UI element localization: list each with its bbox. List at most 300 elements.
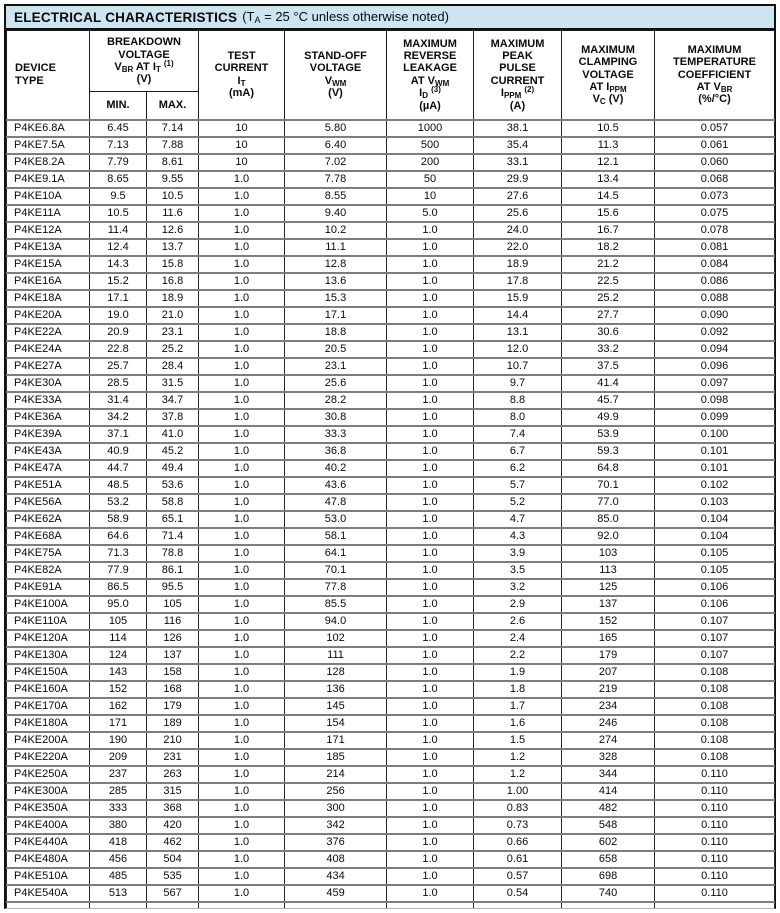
value-cell: 1.0 <box>387 885 474 902</box>
device-type-cell: P4KE56A <box>7 494 90 511</box>
value-cell: 3.2 <box>474 579 562 596</box>
value-cell: 9.40 <box>285 205 387 222</box>
value-cell: 0.097 <box>655 375 775 392</box>
value-cell: 45.2 <box>147 443 199 460</box>
col-header-device-type: DEVICE TYPE <box>7 31 90 120</box>
table-row <box>7 239 775 256</box>
device-type-cell: P4KE33A <box>7 392 90 409</box>
value-cell: 1.7 <box>474 698 562 715</box>
value-cell: 20.9 <box>90 324 147 341</box>
value-cell: 0.092 <box>655 324 775 341</box>
value-cell: 0.83 <box>474 800 562 817</box>
device-type-cell: P4KE24A <box>7 341 90 358</box>
device-type-cell: P4KE11A <box>7 205 90 222</box>
value-cell: 1.0 <box>199 409 285 426</box>
device-type-cell: P4KE36A <box>7 409 90 426</box>
table-row <box>7 477 775 494</box>
value-cell: 0.110 <box>655 800 775 817</box>
value-cell: 14.3 <box>90 256 147 273</box>
device-type-cell: P4KE400A <box>7 817 90 834</box>
device-type-cell: P4KE8.2A <box>7 154 90 171</box>
value-cell: 333 <box>90 800 147 817</box>
value-cell: 1.2 <box>474 749 562 766</box>
value-cell: 1.2 <box>474 766 562 783</box>
table-row <box>7 800 775 817</box>
device-type-cell: P4KE39A <box>7 426 90 443</box>
value-cell: 25.7 <box>90 358 147 375</box>
value-cell: 1.0 <box>387 324 474 341</box>
value-cell: 165 <box>562 630 655 647</box>
value-cell: 0.096 <box>655 358 775 375</box>
value-cell: 36.8 <box>285 443 387 460</box>
value-cell: 485 <box>90 868 147 885</box>
value-cell: 64.1 <box>285 545 387 562</box>
table-header <box>7 31 775 120</box>
device-type-cell: P4KE62A <box>7 511 90 528</box>
value-cell: 11.3 <box>562 137 655 154</box>
value-cell: 1.0 <box>199 307 285 324</box>
value-cell: 1.0 <box>387 749 474 766</box>
value-cell: 22.8 <box>90 341 147 358</box>
datasheet-table <box>4 4 776 909</box>
table-row <box>7 596 775 613</box>
device-type-cell: P4KE440A <box>7 834 90 851</box>
value-cell: 37.5 <box>562 358 655 375</box>
value-cell: 7.4 <box>474 426 562 443</box>
value-cell: 168 <box>147 681 199 698</box>
value-cell: 137 <box>147 647 199 664</box>
device-type-cell: P4KE100A <box>7 596 90 613</box>
value-cell: 53.9 <box>562 426 655 443</box>
value-cell: 86.1 <box>147 562 199 579</box>
value-cell: 207 <box>562 664 655 681</box>
value-cell: 85.0 <box>562 511 655 528</box>
value-cell: 92.0 <box>562 528 655 545</box>
value-cell: 344 <box>562 766 655 783</box>
table-row <box>7 171 775 188</box>
value-cell: 126 <box>147 630 199 647</box>
value-cell: 1.0 <box>199 375 285 392</box>
value-cell: 1.0 <box>199 443 285 460</box>
value-cell: 1.0 <box>387 307 474 324</box>
value-cell: 414 <box>562 783 655 800</box>
value-cell: 16.8 <box>147 273 199 290</box>
value-cell: 500 <box>387 137 474 154</box>
value-cell: 1.0 <box>199 256 285 273</box>
value-cell: 535 <box>147 868 199 885</box>
value-cell: 219 <box>562 681 655 698</box>
value-cell: 1.0 <box>199 460 285 477</box>
value-cell: 47.8 <box>285 494 387 511</box>
value-cell: 0.108 <box>655 715 775 732</box>
value-cell: 0.104 <box>655 528 775 545</box>
device-type-cell: P4KE51A <box>7 477 90 494</box>
value-cell: 1.0 <box>387 256 474 273</box>
device-type-cell: P4KE120A <box>7 630 90 647</box>
value-cell: 1.0 <box>199 290 285 307</box>
value-cell: 1.0 <box>387 834 474 851</box>
value-cell: 171 <box>90 715 147 732</box>
device-type-cell: P4KE15A <box>7 256 90 273</box>
value-cell: 16.7 <box>562 222 655 239</box>
value-cell: 7.79 <box>90 154 147 171</box>
value-cell: 13.4 <box>562 171 655 188</box>
device-type-cell: P4KE110A <box>7 613 90 630</box>
table-row <box>7 783 775 800</box>
value-cell: 50 <box>387 171 474 188</box>
value-cell: 10.2 <box>285 222 387 239</box>
value-cell: 5.7 <box>474 477 562 494</box>
value-cell: 17.1 <box>285 307 387 324</box>
value-cell: 2.9 <box>474 596 562 613</box>
value-cell: 12.6 <box>147 222 199 239</box>
value-cell: 1.5 <box>474 732 562 749</box>
device-type-cell: P4KE30A <box>7 375 90 392</box>
value-cell: 1.0 <box>387 800 474 817</box>
value-cell: 0.057 <box>655 120 775 137</box>
value-cell: 1.0 <box>387 426 474 443</box>
value-cell: 0.098 <box>655 392 775 409</box>
table-row <box>7 273 775 290</box>
value-cell: 1.0 <box>387 290 474 307</box>
value-cell: 171 <box>285 732 387 749</box>
value-cell: 0.73 <box>474 817 562 834</box>
value-cell: 1.0 <box>387 851 474 868</box>
table-row <box>7 681 775 698</box>
value-cell: 1.0 <box>199 817 285 834</box>
title-condition: ($T_A = 25$ °C unless otherwise noted) <box>242 9 449 25</box>
value-cell: 0.110 <box>655 766 775 783</box>
value-cell: 10 <box>199 154 285 171</box>
device-type-cell: P4KE43A <box>7 443 90 460</box>
value-cell: 1.0 <box>387 528 474 545</box>
value-cell: 35.4 <box>474 137 562 154</box>
table-row <box>7 443 775 460</box>
value-cell: 23.1 <box>285 358 387 375</box>
value-cell: 113 <box>562 562 655 579</box>
value-cell: 0.108 <box>655 732 775 749</box>
value-cell: 64.6 <box>90 528 147 545</box>
value-cell: 380 <box>90 817 147 834</box>
value-cell: 0.110 <box>655 817 775 834</box>
value-cell: 2.2 <box>474 647 562 664</box>
table-row <box>7 426 775 443</box>
value-cell: 0.107 <box>655 613 775 630</box>
value-cell: 179 <box>562 647 655 664</box>
value-cell: 274 <box>562 732 655 749</box>
value-cell: 602 <box>562 834 655 851</box>
value-cell: 420 <box>147 817 199 834</box>
value-cell: 95.0 <box>90 596 147 613</box>
value-cell: 0.101 <box>655 443 775 460</box>
value-cell: 1.0 <box>199 613 285 630</box>
value-cell: 1.0 <box>199 205 285 222</box>
table-row <box>7 868 775 885</box>
value-cell: 376 <box>285 834 387 851</box>
value-cell: 189 <box>147 715 199 732</box>
value-cell: 1.0 <box>387 562 474 579</box>
value-cell: 143 <box>90 664 147 681</box>
value-cell: 25.2 <box>562 290 655 307</box>
table-row <box>7 137 775 154</box>
value-cell: 22.5 <box>562 273 655 290</box>
value-cell: 58.8 <box>147 494 199 511</box>
value-cell: 1.0 <box>199 647 285 664</box>
table-row <box>7 205 775 222</box>
value-cell: 342 <box>285 817 387 834</box>
value-cell: 246 <box>562 715 655 732</box>
value-cell: 5.80 <box>285 120 387 137</box>
value-cell: 22.0 <box>474 239 562 256</box>
device-type-cell: P4KE68A <box>7 528 90 545</box>
value-cell: 567 <box>147 885 199 902</box>
value-cell: 4.3 <box>474 528 562 545</box>
value-cell: 18.9 <box>147 290 199 307</box>
value-cell: 3.5 <box>474 562 562 579</box>
value-cell: 0.108 <box>655 664 775 681</box>
value-cell: 12.1 <box>562 154 655 171</box>
value-cell: 1.0 <box>387 664 474 681</box>
device-type-cell: P4KE18A <box>7 290 90 307</box>
value-cell: 70.1 <box>285 562 387 579</box>
value-cell: 20.5 <box>285 341 387 358</box>
value-cell: 25.6 <box>474 205 562 222</box>
table-row <box>7 290 775 307</box>
value-cell: 12.4 <box>90 239 147 256</box>
value-cell: 64.8 <box>562 460 655 477</box>
value-cell: 179 <box>147 698 199 715</box>
device-type-cell: P4KE75A <box>7 545 90 562</box>
value-cell: 7.78 <box>285 171 387 188</box>
value-cell: 0.105 <box>655 545 775 562</box>
value-cell: 124 <box>90 647 147 664</box>
value-cell: 53.2 <box>90 494 147 511</box>
value-cell: 0.061 <box>655 137 775 154</box>
value-cell: 5.0 <box>387 205 474 222</box>
value-cell: 7.13 <box>90 137 147 154</box>
value-cell: 214 <box>285 766 387 783</box>
value-cell: 8.55 <box>285 188 387 205</box>
value-cell: 28.2 <box>285 392 387 409</box>
device-type-cell: P4KE250A <box>7 766 90 783</box>
value-cell: 1.0 <box>387 460 474 477</box>
value-cell: 1.00 <box>474 783 562 800</box>
value-cell: 15.9 <box>474 290 562 307</box>
value-cell: 28.5 <box>90 375 147 392</box>
value-cell: 53.0 <box>285 511 387 528</box>
value-cell: 1.0 <box>387 358 474 375</box>
value-cell: 0.107 <box>655 647 775 664</box>
value-cell: 1.0 <box>199 681 285 698</box>
value-cell: 95.5 <box>147 579 199 596</box>
value-cell: 0.105 <box>655 562 775 579</box>
value-cell: 38.1 <box>474 120 562 137</box>
value-cell: 300 <box>285 800 387 817</box>
value-cell: 31.5 <box>147 375 199 392</box>
value-cell: 1.0 <box>387 868 474 885</box>
value-cell: 13.1 <box>474 324 562 341</box>
value-cell: 1.0 <box>199 222 285 239</box>
value-cell: 0.078 <box>655 222 775 239</box>
value-cell: 85.5 <box>285 596 387 613</box>
value-cell: 105 <box>90 613 147 630</box>
value-cell: 231 <box>147 749 199 766</box>
device-type-cell: P4KE480A <box>7 851 90 868</box>
value-cell: 14.5 <box>562 188 655 205</box>
value-cell: 8.0 <box>474 409 562 426</box>
device-type-cell: P4KE180A <box>7 715 90 732</box>
value-cell: 408 <box>285 851 387 868</box>
value-cell: 368 <box>147 800 199 817</box>
table-bottom-stub <box>7 902 775 908</box>
device-type-cell: P4KE170A <box>7 698 90 715</box>
device-type-cell: P4KE12A <box>7 222 90 239</box>
value-cell: 1.0 <box>199 868 285 885</box>
value-cell: 8.65 <box>90 171 147 188</box>
value-cell: 1.0 <box>199 732 285 749</box>
value-cell: 65.1 <box>147 511 199 528</box>
value-cell: 9.5 <box>90 188 147 205</box>
value-cell: 13.7 <box>147 239 199 256</box>
value-cell: 53.6 <box>147 477 199 494</box>
value-cell: 1.0 <box>387 545 474 562</box>
value-cell: 6.45 <box>90 120 147 137</box>
table-row <box>7 766 775 783</box>
value-cell: 1.0 <box>387 732 474 749</box>
table-row <box>7 664 775 681</box>
device-type-cell: P4KE82A <box>7 562 90 579</box>
table-row <box>7 307 775 324</box>
value-cell: 136 <box>285 681 387 698</box>
value-cell: 1.0 <box>199 341 285 358</box>
value-cell: 1.0 <box>199 477 285 494</box>
value-cell: 1.0 <box>199 885 285 902</box>
col-header-temperature-coefficient: MAXIMUM TEMPERATURE COEFFICIENT AT $V_{BR}$ (%/°C) <box>655 31 775 120</box>
value-cell: 0.102 <box>655 477 775 494</box>
value-cell: 504 <box>147 851 199 868</box>
value-cell: 0.57 <box>474 868 562 885</box>
value-cell: 185 <box>285 749 387 766</box>
value-cell: 0.110 <box>655 834 775 851</box>
value-cell: 1.0 <box>199 783 285 800</box>
value-cell: 41.4 <box>562 375 655 392</box>
value-cell: 33.1 <box>474 154 562 171</box>
value-cell: 71.4 <box>147 528 199 545</box>
value-cell: 14.4 <box>474 307 562 324</box>
value-cell: 1.0 <box>387 630 474 647</box>
table-row <box>7 120 775 137</box>
value-cell: 37.8 <box>147 409 199 426</box>
value-cell: 31.4 <box>90 392 147 409</box>
value-cell: 30.6 <box>562 324 655 341</box>
device-type-cell: P4KE16A <box>7 273 90 290</box>
value-cell: 19.0 <box>90 307 147 324</box>
value-cell: 18.8 <box>285 324 387 341</box>
value-cell: 210 <box>147 732 199 749</box>
value-cell: 70.1 <box>562 477 655 494</box>
value-cell: 0.090 <box>655 307 775 324</box>
table-row <box>7 715 775 732</box>
value-cell: 0.086 <box>655 273 775 290</box>
value-cell: 0.108 <box>655 698 775 715</box>
value-cell: 10 <box>199 120 285 137</box>
value-cell: 27.7 <box>562 307 655 324</box>
value-cell: 1.0 <box>387 647 474 664</box>
device-type-cell: P4KE220A <box>7 749 90 766</box>
device-type-cell: P4KE540A <box>7 885 90 902</box>
value-cell: 10.5 <box>147 188 199 205</box>
header-row-main <box>7 31 775 92</box>
value-cell: 6.40 <box>285 137 387 154</box>
value-cell: 2.4 <box>474 630 562 647</box>
value-cell: 15.6 <box>562 205 655 222</box>
device-type-cell: P4KE20A <box>7 307 90 324</box>
table-row <box>7 358 775 375</box>
value-cell: 0.110 <box>655 851 775 868</box>
col-header-min: MIN. <box>90 92 147 120</box>
value-cell: 29.9 <box>474 171 562 188</box>
value-cell: 0.073 <box>655 188 775 205</box>
table-row <box>7 732 775 749</box>
value-cell: 1.0 <box>387 494 474 511</box>
value-cell: 237 <box>90 766 147 783</box>
device-type-cell: P4KE350A <box>7 800 90 817</box>
value-cell: 30.8 <box>285 409 387 426</box>
table-row <box>7 885 775 902</box>
value-cell: 44.7 <box>90 460 147 477</box>
value-cell: 152 <box>90 681 147 698</box>
value-cell: 1.0 <box>387 613 474 630</box>
value-cell: 1.0 <box>387 766 474 783</box>
table-row <box>7 647 775 664</box>
value-cell: 1.0 <box>199 494 285 511</box>
value-cell: 0.107 <box>655 630 775 647</box>
device-type-cell: P4KE9.1A <box>7 171 90 188</box>
table-row <box>7 188 775 205</box>
value-cell: 114 <box>90 630 147 647</box>
value-cell: 7.02 <box>285 154 387 171</box>
value-cell: 0.084 <box>655 256 775 273</box>
value-cell: 8.61 <box>147 154 199 171</box>
value-cell: 10.5 <box>90 205 147 222</box>
value-cell: 7.14 <box>147 120 199 137</box>
table-row <box>7 154 775 171</box>
value-cell: 190 <box>90 732 147 749</box>
value-cell: 658 <box>562 851 655 868</box>
value-cell: 1.0 <box>199 800 285 817</box>
value-cell: 3.9 <box>474 545 562 562</box>
value-cell: 1.0 <box>199 188 285 205</box>
value-cell: 1.0 <box>199 562 285 579</box>
col-header-standoff-voltage: STAND-OFF VOLTAGE $V_{WM}$ (V) <box>285 31 387 120</box>
value-cell: 103 <box>562 545 655 562</box>
value-cell: 5.2 <box>474 494 562 511</box>
value-cell: 71.3 <box>90 545 147 562</box>
device-type-cell: P4KE22A <box>7 324 90 341</box>
value-cell: 548 <box>562 817 655 834</box>
value-cell: 1.0 <box>387 511 474 528</box>
value-cell: 0.110 <box>655 868 775 885</box>
table-row <box>7 613 775 630</box>
table-row <box>7 545 775 562</box>
value-cell: 21.0 <box>147 307 199 324</box>
value-cell: 0.081 <box>655 239 775 256</box>
table-row <box>7 749 775 766</box>
value-cell: 285 <box>90 783 147 800</box>
device-type-cell: P4KE27A <box>7 358 90 375</box>
value-cell: 137 <box>562 596 655 613</box>
value-cell: 0.106 <box>655 579 775 596</box>
